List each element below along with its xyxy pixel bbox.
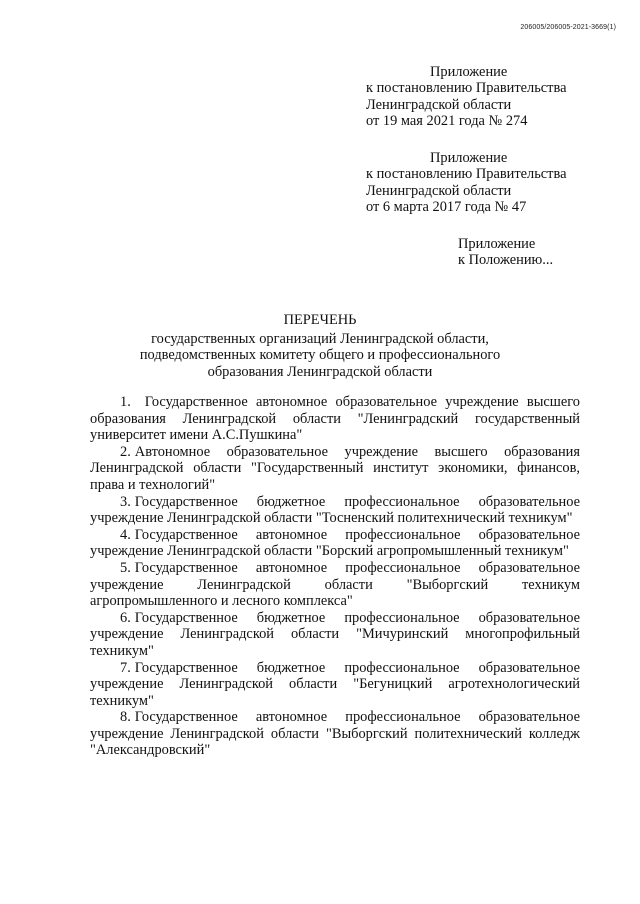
document-registration-number: 206005/206005-2021-3669(1): [520, 24, 616, 31]
list-item: [90, 709, 580, 759]
list-item: [90, 494, 580, 527]
list-item-number: 2.: [120, 443, 131, 460]
list-item-number: 6.: [120, 609, 131, 626]
list-item: [90, 394, 580, 444]
list-item-text: Государственное автономное профессиональное образовательное учреждение Ленинградской области "Выборгский политехнический колледж "Александровский": [90, 709, 580, 759]
annex-block-government-decree-2021: [366, 64, 566, 130]
annex-line: Ленинградской области: [366, 182, 512, 199]
list-item: [90, 660, 580, 710]
list-item-text: Государственное бюджетное профессиональное образовательное учреждение Ленинградской области "Тосненский политехнический техникум": [90, 493, 580, 527]
list-item: [90, 560, 580, 610]
document-heading: ПЕРЕЧЕНЬ: [283, 312, 357, 328]
list-item-number: 8.: [120, 709, 131, 726]
list-item-text: Государственное бюджетное профессиональное образовательное учреждение Ленинградской области "Мичуринский многопрофильный техникум": [90, 609, 580, 659]
annex-title: Приложение: [430, 64, 508, 80]
document-title: [0, 312, 640, 380]
list-item-number: 5.: [120, 559, 131, 576]
annex-line: к постановлению Правительства: [366, 80, 567, 97]
annex-title: Приложение: [458, 236, 536, 252]
annex-line: от 6 марта 2017 года № 47: [366, 199, 527, 216]
list-item-number: 7.: [120, 659, 131, 676]
annex-line: от 19 мая 2021 года № 274: [366, 113, 528, 130]
annex-block-government-decree-2017: [366, 150, 566, 216]
list-item: [90, 527, 580, 560]
organization-list: [90, 394, 580, 759]
document-subtitle-line: образования Ленинградской области: [207, 363, 433, 380]
list-item-number: 1.: [120, 394, 131, 410]
list-item-text: Государственное автономное образовательное учреждение высшего образования Ленинградской области "Ленинградский государственный университет имени А.С.Пушкина": [90, 394, 580, 444]
list-item-text: Государственное автономное профессиональное образовательное учреждение Ленинградской области "Выборгский техникум агропромышленного и лесного комплекса": [90, 559, 580, 610]
document-subtitle-line: подведомственных комитету общего и профессионального: [139, 347, 501, 364]
list-item: [90, 610, 580, 660]
annex-line: к Положению...: [458, 252, 554, 269]
list-item-text: Государственное автономное профессиональное образовательное учреждение Ленинградской области "Борский агропромышленный техникум": [90, 526, 580, 560]
list-item-text: Государственное бюджетное профессиональное образовательное учреждение Ленинградской области "Бегуницкий агротехнологический техникум": [90, 659, 580, 709]
list-item-text: Автономное образовательное учреждение высшего образования Ленинградской области "Государственный институт экономики, финансов, права и технологий": [90, 443, 580, 493]
list-item: [90, 444, 580, 494]
document-subtitle-line: государственных организаций Ленинградской области,: [151, 330, 489, 347]
annex-block-regulation: [458, 236, 553, 269]
annex-line: Ленинградской области: [366, 96, 512, 113]
annex-line: к постановлению Правительства: [366, 166, 567, 183]
annex-title: Приложение: [430, 150, 508, 166]
list-item-number: 4.: [120, 526, 131, 543]
list-item-number: 3.: [120, 493, 131, 510]
